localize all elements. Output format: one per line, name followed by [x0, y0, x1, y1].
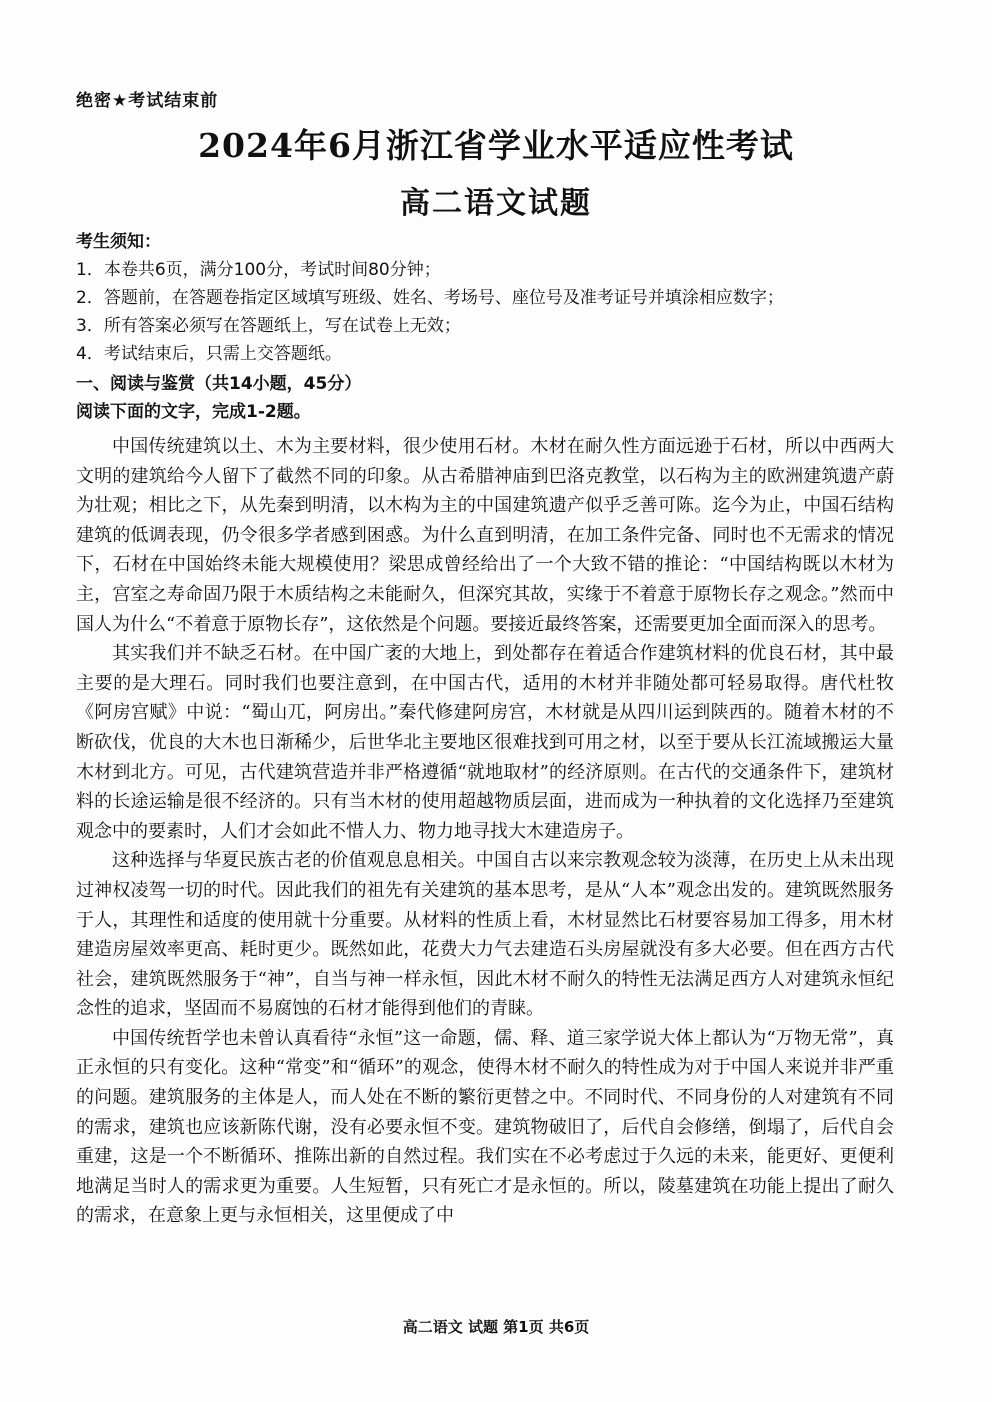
notice-item: 4．考试结束后，只需上交答题纸。: [76, 344, 342, 364]
reading-instruction: 阅读下面的文字，完成1-2题。: [76, 402, 311, 422]
confidential-label: 绝密★考试结束前: [76, 91, 219, 111]
candidate-notice: [76, 228, 916, 368]
notice-item: 2．答题前，在答题卷指定区域填写班级、姓名、考场号、座位号及准考证号并填涂相应数字；: [76, 288, 784, 308]
reading-passage: [76, 432, 894, 1231]
exam-title: 2024年6月浙江省学业水平适应性考试: [198, 126, 794, 165]
passage-paragraph: 这种选择与华夏民族古老的价值观息息相关。中国自古以来宗教观念较为淡薄，在历史上从未出现过神权凌驾一切的时代。因此我们的祖先有关建筑的基本思考，是从“人本”观念出发的。建筑既然服务于人，其理性和适度的使用就十分重要。从材料的性质上看，木材显然比石材要容易加工得多，用木材建造房屋效率更高、耗时更少。既然如此，花费大力气去建造石头房屋就没有多大必要。但在西方古代社会，建筑既然服务于“神”，自当与神一样永恒，因此木材不耐久的特性无法满足西方人对建筑永恒纪念性的追求，坚固而不易腐蚀的石材才能得到他们的青睐。: [76, 850, 894, 1020]
notice-heading: 考生须知：: [76, 232, 161, 252]
passage-paragraph: 中国传统哲学也未曾认真看待“永恒”这一命题，儒、释、道三家学说大体上都认为“万物无常”，真正永恒的只有变化。这种“常变”和“循环”的观念，使得木材不耐久的特性成为对于中国人来说并非严重的问题。建筑服务的主体是人，而人处在不断的繁衍更替之中。不同时代、不同身份的人对建筑有不同的需求，建筑也应该新陈代谢，没有必要永恒不变。建筑物破旧了，后代自会修缮，倒塌了，后代自会重建，这是一个不断循环、推陈出新的自然过程。我们实在不必考虑过于久远的未来，能更好、更便利地满足当时人的需求更为重要。人生短暂，只有死亡才是永恒的。所以，陵墓建筑在功能上提出了耐久的需求，在意象上更与永恒相关，这里便成了中: [76, 1027, 894, 1227]
passage-paragraph: 中国传统建筑以土、木为主要材料，很少使用石材。木材在耐久性方面远逊于石材，所以中西两大文明的建筑给今人留下了截然不同的印象。从古希腊神庙到巴洛克教堂，以石构为主的欧洲建筑遗产蔚为壮观；相比之下，从先秦到明清，以木构为主的中国建筑遗产似乎乏善可陈。迄今为止，中国石结构建筑的低调表现，仍令很多学者感到困惑。为什么直到明清，在加工条件完备、同时也不无需求的情况下，石材在中国始终未能大规模使用？梁思成曾经给出了一个大致不错的推论：“中国结构既以木材为主，宫室之寿命固乃限于木质结构之未能耐久，但深究其故，实缘于不着意于原物长存之观念。”然而中国人为什么“不着意于原物长存”，这依然是个问题。要接近最终答案，还需要更加全面而深入的思考。: [76, 436, 894, 635]
section-heading: 一、阅读与鉴赏（共14小题，45分）: [76, 374, 362, 394]
page-footer: 高二语文 试题 第1页 共6页: [402, 1318, 590, 1336]
exam-subtitle: 高二语文试题: [400, 186, 592, 221]
passage-paragraph: 其实我们并不缺乏石材。在中国广袤的大地上，到处都存在着适合作建筑材料的优良石材，其中最主要的是大理石。同时我们也要注意到，在中国古代，适用的木材并非随处都可轻易取得。唐代杜牧《阿房宫赋》中说：“蜀山兀，阿房出。”秦代修建阿房宫，木材就是从四川运到陕西的。随着木材的不断砍伐，优良的大木也日渐稀少，后世华北主要地区很难找到可用之材，以至于要从长江流域搬运大量木材到北方。可见，古代建筑营造并非严格遵循“就地取材”的经济原则。在古代的交通条件下，建筑材料的长途运输是很不经济的。只有当木材的使用超越物质层面，进而成为一种执着的文化选择乃至建筑观念中的要素时，人们才会如此不惜人力、物力地寻找大木建造房子。: [76, 643, 894, 842]
notice-item: 3．所有答案必须写在答题纸上，写在试卷上无效；: [76, 316, 461, 336]
notice-item: 1．本卷共6页，满分100分，考试时间80分钟；: [76, 260, 441, 280]
